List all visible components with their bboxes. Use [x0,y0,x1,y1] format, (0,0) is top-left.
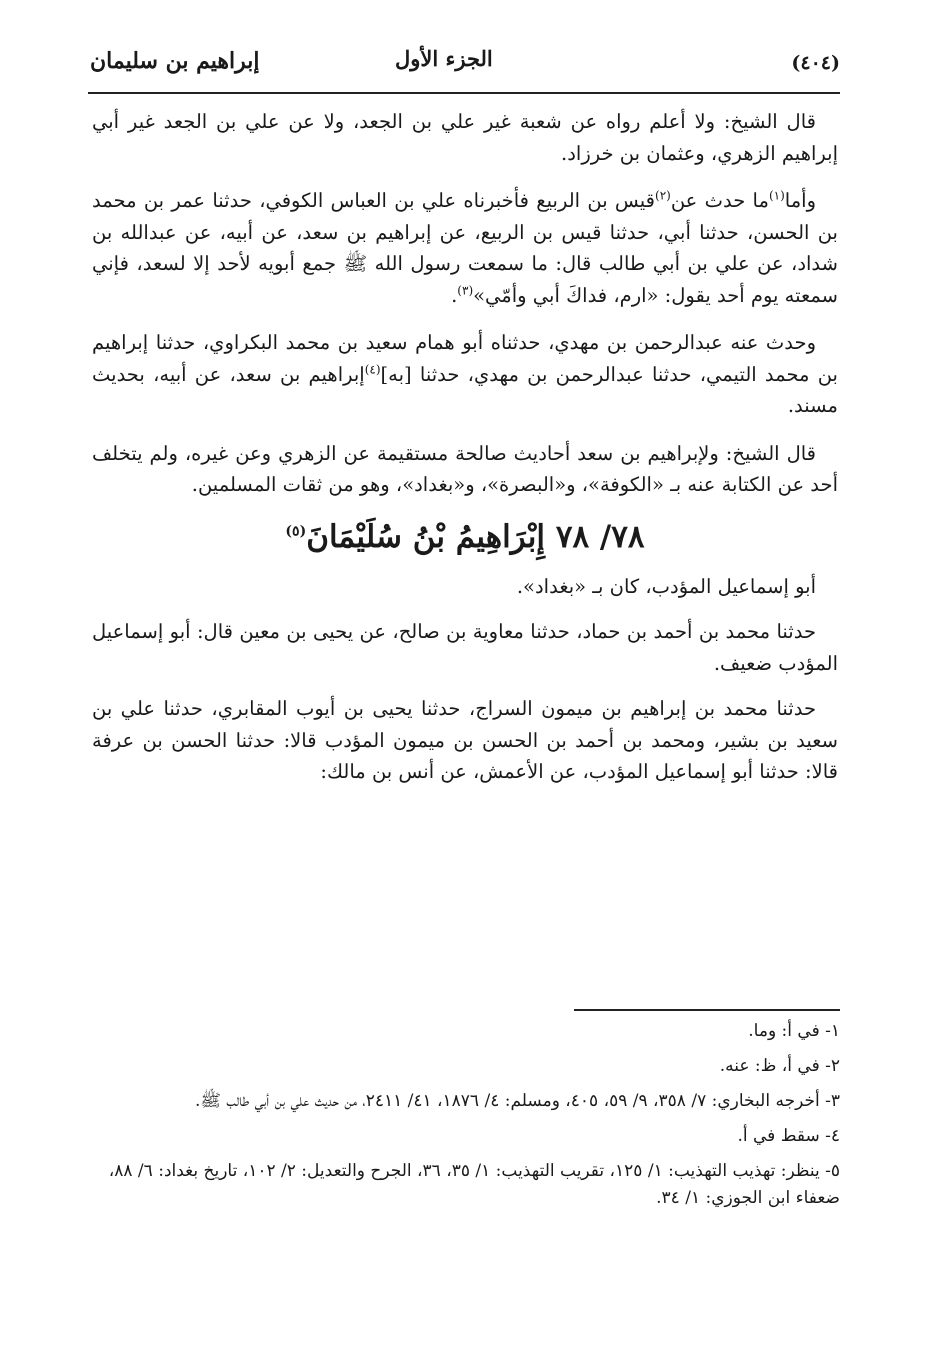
paragraph: قال الشيخ: ولإبراهيم بن سعد أحاديث صالحة مستقيمة عن الزهري وعن غيره، ولم يتخلف أحد عن الكتابة عنه بـ «الكوفة»، و«البصرة»، و«بغداد»، وهو من ثقات المسلمين. [92,441,838,496]
volume-label: الجزء الأول [395,46,493,71]
header-divider [88,92,840,94]
footnotes [92,1018,840,1220]
footnote: ٥- ينظر: تهذيب التهذيب: ١/ ١٢٥، تقريب التهذيب: ١/ ٣٥، ٣٦، الجرح والتعديل: ٢/ ١٠٢، تاريخ بغداد: ٦/ ٨٨، ضعفاء ابن الجوزي: ١/ ٣٤. [108,1161,840,1208]
entry-heading: ٧٨/ ٧٨ إِبْرَاهِيمُ بْنُ سُلَيْمَانَ$^{(٥)}$ [285,518,645,555]
page-header [90,44,840,78]
paragraph: وحدث عنه عبدالرحمن بن مهدي، حدثناه أبو همام سعيد بن محمد البكراوي، حدثنا إبراهيم بن محمد التيمي، حدثنا عبدالرحمن بن مهدي، حدثنا [به]$^{(٤)}$إبراهيم بن سعد، عن أبيه، بحديث مسند. [92,331,838,417]
footnote: ١- في أ: وما. [748,1021,840,1041]
paragraph: وأما$^{(١)}$ما حدث عن$^{(٢)}$قيس بن الربيع فأخبرناه علي بن العباس الكوفي، حدثنا عمر بن محمد بن الحسن، حدثنا أبي، حدثنا قيس بن الربيع، عن إبراهيم بن سعد، عن أبيه، عن عبدالله بن شداد، عن علي بن أبي طالب قال: ما سمعت رسول الله ﷺ جمع أبويه لأحد إلا لسعد، فإني سمعته يوم أحد يقول: «ارم، فداكَ أبي وأمّي»$^{(٣)}$. [92,188,838,307]
footnote: ٤- سقط في أ. [737,1126,840,1146]
running-title: إبراهيم بن سليمان [90,48,260,74]
paragraph: حدثنا محمد بن إبراهيم بن ميمون السراج، حدثنا يحيى بن أيوب المقابري، حدثنا علي بن سعيد بن بشير، ومحمد بن أحمد بن الحسن بن ميمون المؤدب قالا: حدثنا الحسن بن عرفة قالا: حدثنا أبو إسماعيل المؤدب، عن الأعمش، عن أنس بن مالك: [92,697,838,783]
page-number: (٤٠٤) [791,52,840,74]
main-text [92,106,838,804]
footnote-ref: (٣) [457,283,474,297]
footnote-ref: (٥) [285,523,307,540]
footnote-divider [574,1009,840,1011]
footnote-ref: (٢) [655,188,671,203]
footnote: ٣- أخرجه البخاري: ٧/ ٣٥٨، ٩/ ٥٩، ٤٠٥، ومسلم: ٤/ ١٨٧٦، ٤١/ ٢٤١١، من حديث علي بن أبي طالب ﷺ. [194,1091,840,1111]
footnote-ref: (١) [768,188,785,203]
paragraph: حدثنا محمد بن أحمد بن حماد، حدثنا معاوية بن صالح، عن يحيى بن معين قال: أبو إسماعيل المؤدب ضعيف. [92,620,838,675]
paragraph: قال الشيخ: ولا أعلم رواه عن شعبة غير علي بن الجعد، ولا عن علي بن الجعد غير أبي إبراهيم الزهري، وعثمان بن خرزاد. [92,110,838,165]
footnote: ٢- في أ، ظ: عنه. [719,1056,840,1076]
footnote-ref: (٤) [364,362,381,376]
paragraph: أبو إسماعيل المؤدب، كان بـ «بغداد». [516,574,816,598]
